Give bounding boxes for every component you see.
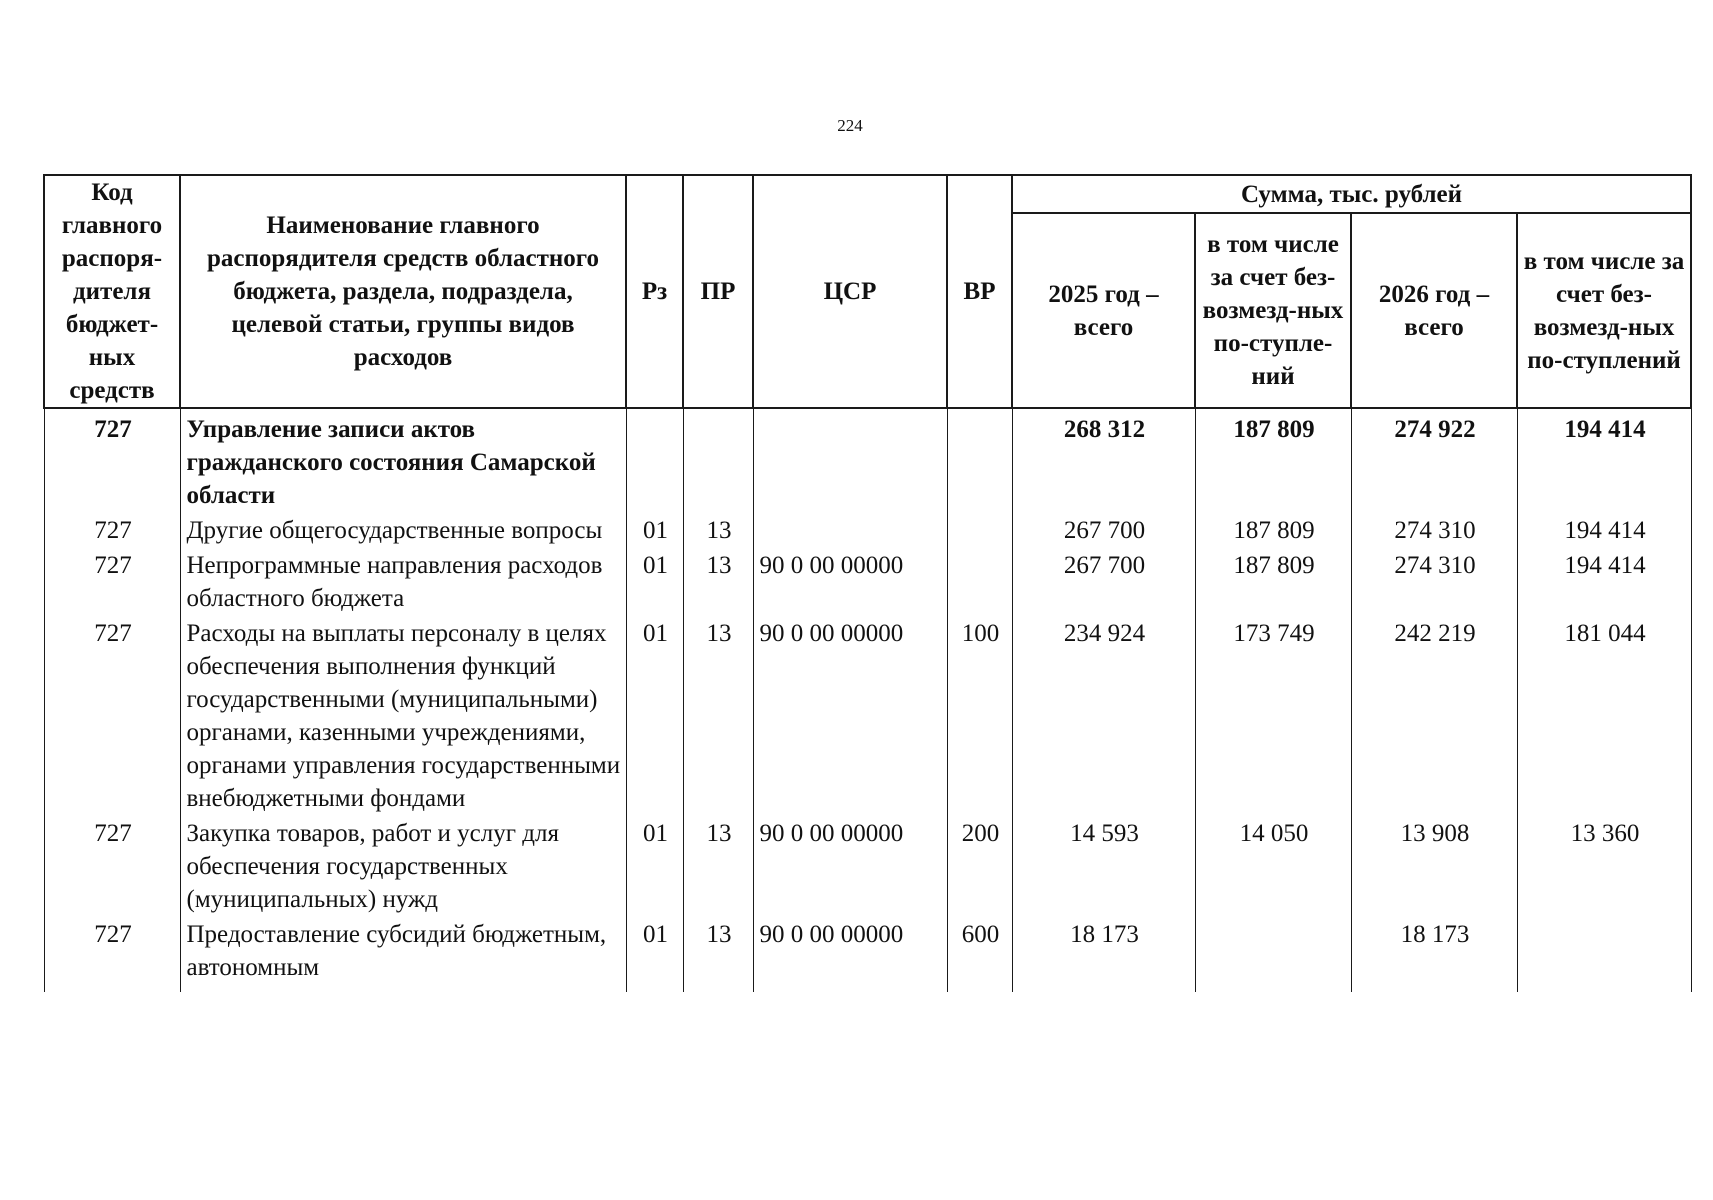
cell-csr: 90 0 00 00000 (753, 916, 947, 992)
cell-2026-total: 274 310 (1351, 512, 1517, 547)
cell-code: 727 (44, 916, 180, 992)
cell-2025-total: 268 312 (1012, 408, 1195, 512)
header-vr: ВР (947, 175, 1012, 408)
cell-2026-total: 18 173 (1351, 916, 1517, 992)
table-row (44, 815, 1691, 916)
table-body (44, 408, 1691, 992)
cell-2026-total: 274 310 (1351, 547, 1517, 615)
cell-code: 727 (44, 547, 180, 615)
table-row (44, 615, 1691, 815)
cell-code: 727 (44, 512, 180, 547)
table-row (44, 512, 1691, 547)
table-row (44, 408, 1691, 512)
header-name: Наименование главного распорядителя средств областного бюджета, раздела, подраздела, целевой статьи, группы видов расходов (180, 175, 626, 408)
cell-2026-free: 181 044 (1517, 615, 1691, 815)
header-2025-total: 2025 год – всего (1012, 213, 1195, 408)
cell-2026-free: 194 414 (1517, 547, 1691, 615)
cell-name: Непрограммные направления расходов областного бюджета (180, 547, 626, 615)
cell-2026-free: 13 360 (1517, 815, 1691, 916)
header-pr: ПР (683, 175, 753, 408)
cell-rz: 01 (626, 916, 683, 992)
cell-2026-free: 194 414 (1517, 408, 1691, 512)
cell-vr: 200 (947, 815, 1012, 916)
cell-2025-free: 187 809 (1195, 408, 1351, 512)
cell-2025-total: 267 700 (1012, 547, 1195, 615)
cell-2025-total: 14 593 (1012, 815, 1195, 916)
cell-csr: 90 0 00 00000 (753, 615, 947, 815)
cell-rz: 01 (626, 547, 683, 615)
cell-2025-free: 187 809 (1195, 512, 1351, 547)
cell-2026-total: 242 219 (1351, 615, 1517, 815)
header-sum-group: Сумма, тыс. рублей (1012, 175, 1691, 213)
header-2025-free: в том числе за счет без-возмезд-ных по-ступле-ний (1195, 213, 1351, 408)
cell-2025-total: 267 700 (1012, 512, 1195, 547)
cell-2026-total: 13 908 (1351, 815, 1517, 916)
cell-rz: 01 (626, 512, 683, 547)
header-rz: Рз (626, 175, 683, 408)
cell-code: 727 (44, 615, 180, 815)
page-number: 224 (837, 116, 863, 135)
header-2026-free: в том числе за счет без-возмезд-ных по-ступлений (1517, 213, 1691, 408)
header-2026-total: 2026 год – всего (1351, 213, 1517, 408)
cell-vr (947, 512, 1012, 547)
cell-csr: 90 0 00 00000 (753, 547, 947, 615)
cell-2025-free: 173 749 (1195, 615, 1351, 815)
cell-name: Расходы на выплаты персоналу в целях обеспечения выполнения функций государственными (муниципальными) органами, казенными учреждениями, органами управления государственными внебюджетными фондами (180, 615, 626, 815)
cell-csr: 90 0 00 00000 (753, 815, 947, 916)
cell-rz (626, 408, 683, 512)
cell-csr (753, 512, 947, 547)
cell-2025-total: 234 924 (1012, 615, 1195, 815)
header-code: Код главного распоря-дителя бюджет-ных средств (44, 175, 180, 408)
cell-vr: 600 (947, 916, 1012, 992)
cell-vr: 100 (947, 615, 1012, 815)
cell-name: Управление записи актов гражданского состояния Самарской области (180, 408, 626, 512)
cell-2025-free (1195, 916, 1351, 992)
cell-pr: 13 (683, 547, 753, 615)
cell-vr (947, 408, 1012, 512)
cell-2026-total: 274 922 (1351, 408, 1517, 512)
cell-2025-free: 187 809 (1195, 547, 1351, 615)
budget-table (43, 174, 1692, 992)
cell-name: Другие общегосударственные вопросы (180, 512, 626, 547)
cell-pr: 13 (683, 916, 753, 992)
cell-rz: 01 (626, 615, 683, 815)
cell-pr: 13 (683, 815, 753, 916)
cell-name: Закупка товаров, работ и услуг для обеспечения государственных (муниципальных) нужд (180, 815, 626, 916)
cell-2026-free (1517, 916, 1691, 992)
cell-pr (683, 408, 753, 512)
header-csr: ЦСР (753, 175, 947, 408)
table-header (44, 175, 1691, 408)
cell-csr (753, 408, 947, 512)
cell-2026-free: 194 414 (1517, 512, 1691, 547)
table-row (44, 916, 1691, 992)
cell-code: 727 (44, 815, 180, 916)
cell-vr (947, 547, 1012, 615)
cell-rz: 01 (626, 815, 683, 916)
cell-pr: 13 (683, 512, 753, 547)
cell-2025-total: 18 173 (1012, 916, 1195, 992)
table-row (44, 547, 1691, 615)
cell-code: 727 (44, 408, 180, 512)
cell-pr: 13 (683, 615, 753, 815)
cell-name: Предоставление субсидий бюджетным, автономным (180, 916, 626, 992)
cell-2025-free: 14 050 (1195, 815, 1351, 916)
